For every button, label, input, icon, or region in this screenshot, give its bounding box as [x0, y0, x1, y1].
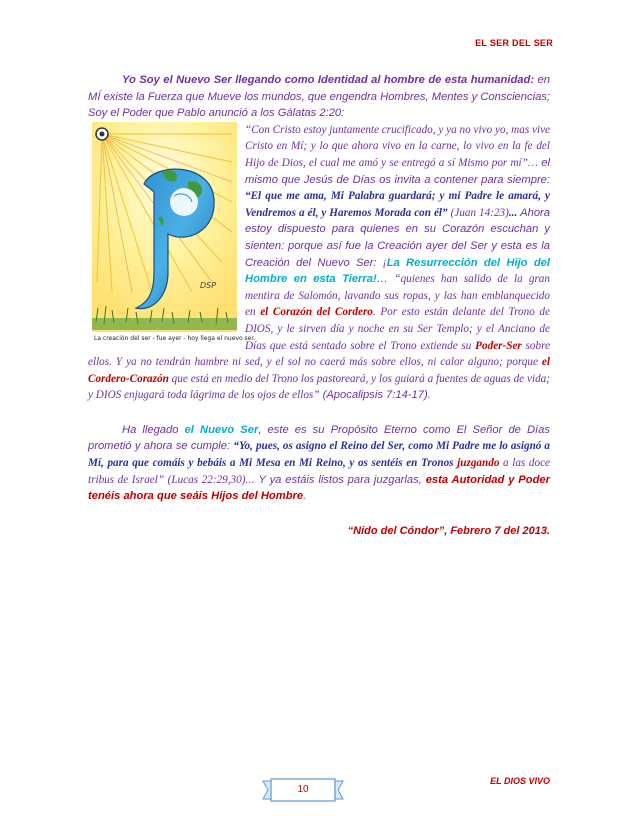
paragraph-1-continued: “Con Cristo estoy juntamente crucificado, y ya no vivo yo, mas vive Cristo en Mí; y lo que ahora vivo en la carne, lo vivo en la fe del Hijo de Dios, el cual me amó y se entregó a sí Mismo por mí”… el mismo que Jesús de Días os invita a contener para siempre: “El que me ama, Mi Palabra guardará; y mi Padre le amará, y Vendremos a él, y Haremos Morada con él” (Juan 14:23)... Ahora estoy dispuesto para quienes en su Corazón escuchan y sienten: porque así fue la Creación ayer del Ser y esta es la Creación del Nuevo Ser: ¡La Resurrección del Hijo del Hombre en esta Tierra!… “quienes han salido de la gran mentira de Salomón, lavando sus ropas, y las han emblanquecido en el Corazón del Cordero. Por esto están delante del Trono de DIOS, y le sirven día y noche en su Ser Templo; y el Anciano de Días que está sentado sobre el Trono extiende su Poder-Ser sobre ellos. Y ya no tendrán hambre ni sed, y el sol no caerá más sobre ellos, ni calor alguno; porque el Cordero-Corazón que está en medio del Trono los pastoreará, y los guiará a fuentes de aguas de vida; y DIOS enjugará toda lágrima de los ojos de ellos” (Apocalipsis 7:14-17).	[88, 123, 551, 402]
apocalipsis-quote: “quienes han salido de la gran mentira de Salomón, lavando sus ropas, y las han emblanquecido en	[245, 273, 550, 319]
poder-ser: Poder-Ser	[475, 339, 522, 352]
juan-quote: “El que me ama, Mi Palabra guardará; y mi Padre le amará, y Vendremos a él, y Haremos Morada con él”	[245, 190, 550, 219]
opening-statement: Yo Soy el Nuevo Ser llegando como Identidad al hombre de esta humanidad:	[122, 74, 535, 86]
paragraph-1: Yo Soy el Nuevo Ser llegando como Identidad al hombre de esta humanidad: en MÍ existe la Fuerza que Mueve los mundos, que engendra Hombres, Mentes y Consciencias; Soy el Poder que Pablo anunció a los Gálatas 2:20:	[88, 74, 550, 120]
galatas-quote: “Con Cristo estoy juntamente crucificado, y ya no vivo yo, mas vive Cristo en Mí; y lo que ahora vivo en la carne, lo vivo en la fe del Hijo de Dios, el cual me amó y se entregó a sí Mismo por mí”…	[245, 123, 550, 169]
main-text	[88, 72, 550, 539]
page-number: 10	[297, 784, 309, 795]
lucas-quote: “Yo, pues, os asigno el Reino del Ser, como Mi Padre me lo asignó a Mí, para que comáis y bebáis a Mi Mesa en Mi Reino, y os sentéis en Tronos	[88, 440, 550, 470]
nuevo-ser-phrase: el Nuevo Ser	[184, 423, 259, 436]
page-number-ribbon	[261, 777, 345, 803]
footer-title: EL DIOS VIVO	[490, 776, 550, 786]
cordero-corazon: el Cordero-Corazón	[88, 356, 550, 385]
signoff-date: “Nido del Cóndor”, Febrero 7 del 2013.	[347, 524, 550, 537]
page-header-title: EL SER DEL SER	[475, 38, 553, 48]
resurrection-phrase: La Resurrección del Hijo del Hombre en esta Tierra!	[245, 256, 551, 286]
paragraph-2: Ha llegado el Nuevo Ser, este es su Propósito Eterno como El Señor de Días prometió y ahora se cumple: “Yo, pues, os asigno el Reino del Ser, como Mi Padre me lo asignó a Mí, para que comáis y bebáis a Mi Mesa en Mi Reino, y os sentéis en Tronos juzgando a las doce tribus de Israel” (Lucas 22:29,30)... Y ya estáis listos para juzgarlas, esta Autoridad y Poder tenéis ahora que seáis Hijos del Hombre.	[88, 423, 550, 503]
logo-text: DSP	[200, 280, 217, 290]
autoridad-phrase: esta Autoridad y Poder tenéis ahora que seáis Hijos del Hombre	[88, 473, 550, 503]
illustration-caption: La creación del ser - fue ayer - hoy llega el nuevo ser.	[94, 334, 256, 342]
illustration-svg	[92, 122, 256, 344]
corazon-del-cordero: el Corazón del Cordero	[260, 306, 373, 319]
juzgando-word: juzgando	[457, 457, 500, 470]
illustration	[92, 122, 256, 344]
